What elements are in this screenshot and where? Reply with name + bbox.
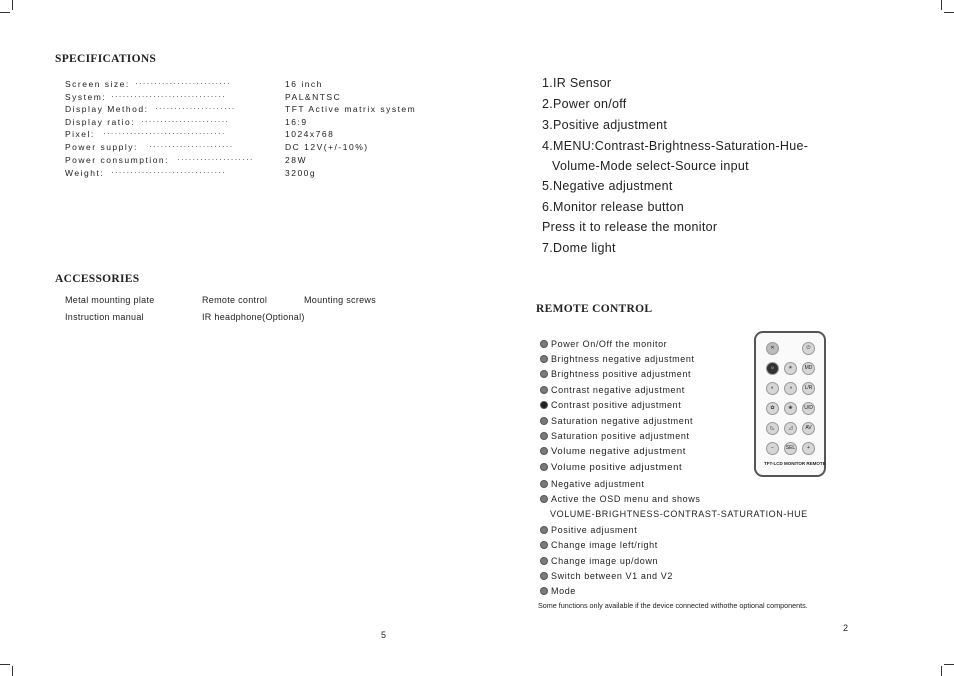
saturation-up-icon <box>540 432 548 440</box>
brightness-up-icon <box>540 370 548 378</box>
remote-function-item: Mode <box>540 586 576 599</box>
spec-row <box>65 155 425 167</box>
remote-function-item: Brightness positive adjustment <box>540 369 691 382</box>
leader-dots: ······························ <box>111 167 226 177</box>
spec-value: 3200g <box>285 168 317 178</box>
spec-label: Display ratio: <box>65 117 136 127</box>
remote-function-item: Change image left/right <box>540 540 658 553</box>
leader-dots: ······················· <box>141 116 230 126</box>
accessory-item: Metal mounting plate <box>65 295 155 305</box>
spec-label: Pixel: <box>65 129 95 139</box>
power-icon: ⏻ <box>802 342 815 355</box>
crop-mark <box>941 666 942 676</box>
leader-dots: ································ <box>103 128 226 138</box>
remote-function-item: Positive adjusment <box>540 525 637 538</box>
mute-icon: ✕ <box>766 342 779 355</box>
accessories-title: ACCESSORIES <box>55 273 140 285</box>
minus-icon <box>540 480 548 488</box>
crop-mark <box>12 0 13 10</box>
spec-row <box>65 92 425 104</box>
volume-up-icon <box>540 463 548 471</box>
av-button-icon: AV <box>802 422 815 435</box>
remote-function-item: Active the OSD menu and shows <box>540 494 700 507</box>
page-number-left: 5 <box>381 630 387 640</box>
mode-icon <box>540 587 548 595</box>
page-number-right: 2 <box>843 623 849 633</box>
footnote: Some functions only available if the device connected withothe optional components. <box>538 601 808 610</box>
up-down-icon <box>540 557 548 565</box>
spec-row <box>65 142 425 154</box>
feature-item: 5.Negative adjustment <box>542 179 673 193</box>
crop-mark <box>0 664 10 665</box>
spec-label: System: <box>65 92 107 102</box>
feature-item: Press it to release the monitor <box>542 220 718 234</box>
av-icon <box>540 572 548 580</box>
crop-mark <box>941 0 942 10</box>
remote-function-item: Saturation negative adjustment <box>540 416 693 429</box>
accessory-item: Mounting screws <box>304 295 377 305</box>
remote-function-item: Negative adjustment <box>540 479 644 492</box>
leader-dots: ······················ <box>149 141 234 151</box>
contrast-down-icon: ◐ <box>766 382 779 395</box>
leader-dots: ····················· <box>155 103 236 113</box>
spec-value: DC 12V(+/-10%) <box>285 142 369 152</box>
brightness-up-icon: ☀ <box>784 362 797 375</box>
feature-item: 3.Positive adjustment <box>542 118 668 132</box>
spec-value: TFT Active matrix system <box>285 104 417 114</box>
crop-mark <box>12 666 13 676</box>
feature-item: 6.Monitor release button <box>542 200 685 214</box>
remote-control-title: REMOTE CONTROL <box>536 303 653 315</box>
accessory-item: Instruction manual <box>65 312 144 322</box>
plus-icon <box>540 526 548 534</box>
remote-function-item: Power On/Off the monitor <box>540 339 667 352</box>
ud-button-icon: U/D <box>802 402 815 415</box>
feature-item: 1.IR Sensor <box>542 76 612 90</box>
contrast-up-icon <box>540 401 548 409</box>
remote-function-item: Brightness negative adjustment <box>540 354 695 367</box>
md-button-icon: MD <box>802 362 815 375</box>
spec-row <box>65 168 425 180</box>
specifications-title: SPECIFICATIONS <box>55 53 157 65</box>
remote-function-item: Change image up/down <box>540 556 658 569</box>
spec-row <box>65 104 425 116</box>
saturation-up-icon: ❀ <box>784 402 797 415</box>
spec-label: Power consumption: <box>65 155 170 165</box>
spec-row <box>65 129 425 141</box>
remote-function-item: Contrast positive adjustment <box>540 400 681 413</box>
spec-row <box>65 79 425 91</box>
saturation-down-icon <box>540 417 548 425</box>
spec-label: Screen size: <box>65 79 130 89</box>
spec-value: 16:9 <box>285 117 308 127</box>
sel-icon <box>540 495 548 503</box>
remote-function-continuation: VOLUME-BRIGHTNESS-CONTRAST-SATURATION-HUE <box>550 509 808 519</box>
remote-function-item: Contrast negative adjustment <box>540 385 685 398</box>
remote-function-item: Saturation positive adjustment <box>540 431 690 444</box>
sel-button-icon: SEL <box>784 442 797 455</box>
brightness-down-icon: ☼ <box>766 362 779 375</box>
remote-function-item: Volume positive adjustment <box>540 462 682 475</box>
volume-up-icon: ◿ <box>784 422 797 435</box>
spec-label: Display Method: <box>65 104 149 114</box>
accessory-item: Remote control <box>202 295 268 305</box>
feature-item: 2.Power on/off <box>542 97 627 111</box>
spec-value: PAL&NTSC <box>285 92 342 102</box>
spec-label: Weight: <box>65 168 105 178</box>
crop-mark <box>944 664 954 665</box>
leader-dots: ························· <box>135 78 231 88</box>
feature-item: 7.Dome light <box>542 241 616 255</box>
saturation-down-icon: ✿ <box>766 402 779 415</box>
spec-value: 28W <box>285 155 307 165</box>
contrast-down-icon <box>540 386 548 394</box>
spec-value: 1024x768 <box>285 129 335 139</box>
accessory-item: IR headphone(Optional) <box>202 312 305 322</box>
volume-down-icon <box>540 447 548 455</box>
leader-dots: ······························ <box>111 91 226 101</box>
lr-button-icon: L/R <box>802 382 815 395</box>
remote-function-item: Switch between V1 and V2 <box>540 571 673 584</box>
minus-icon: − <box>766 442 779 455</box>
spec-label: Power supply: <box>65 142 138 152</box>
feature-item: Volume-Mode select-Source input <box>552 159 749 173</box>
remote-control-illustration <box>754 331 826 477</box>
left-right-icon <box>540 541 548 549</box>
brightness-down-icon <box>540 355 548 363</box>
spec-value: 16 inch <box>285 79 323 89</box>
power-icon <box>540 340 548 348</box>
feature-item: 4.MENU:Contrast-Brightness-Saturation-Hue- <box>542 139 809 153</box>
contrast-up-icon: ◑ <box>784 382 797 395</box>
remote-function-item: Volume negative adjustment <box>540 446 686 459</box>
crop-mark <box>0 12 10 13</box>
leader-dots: ···················· <box>177 154 254 164</box>
crop-mark <box>944 12 954 13</box>
plus-icon: + <box>802 442 815 455</box>
volume-down-icon: ◺ <box>766 422 779 435</box>
remote-label: TFT-LCD MONITOR REMOTE <box>764 461 826 466</box>
